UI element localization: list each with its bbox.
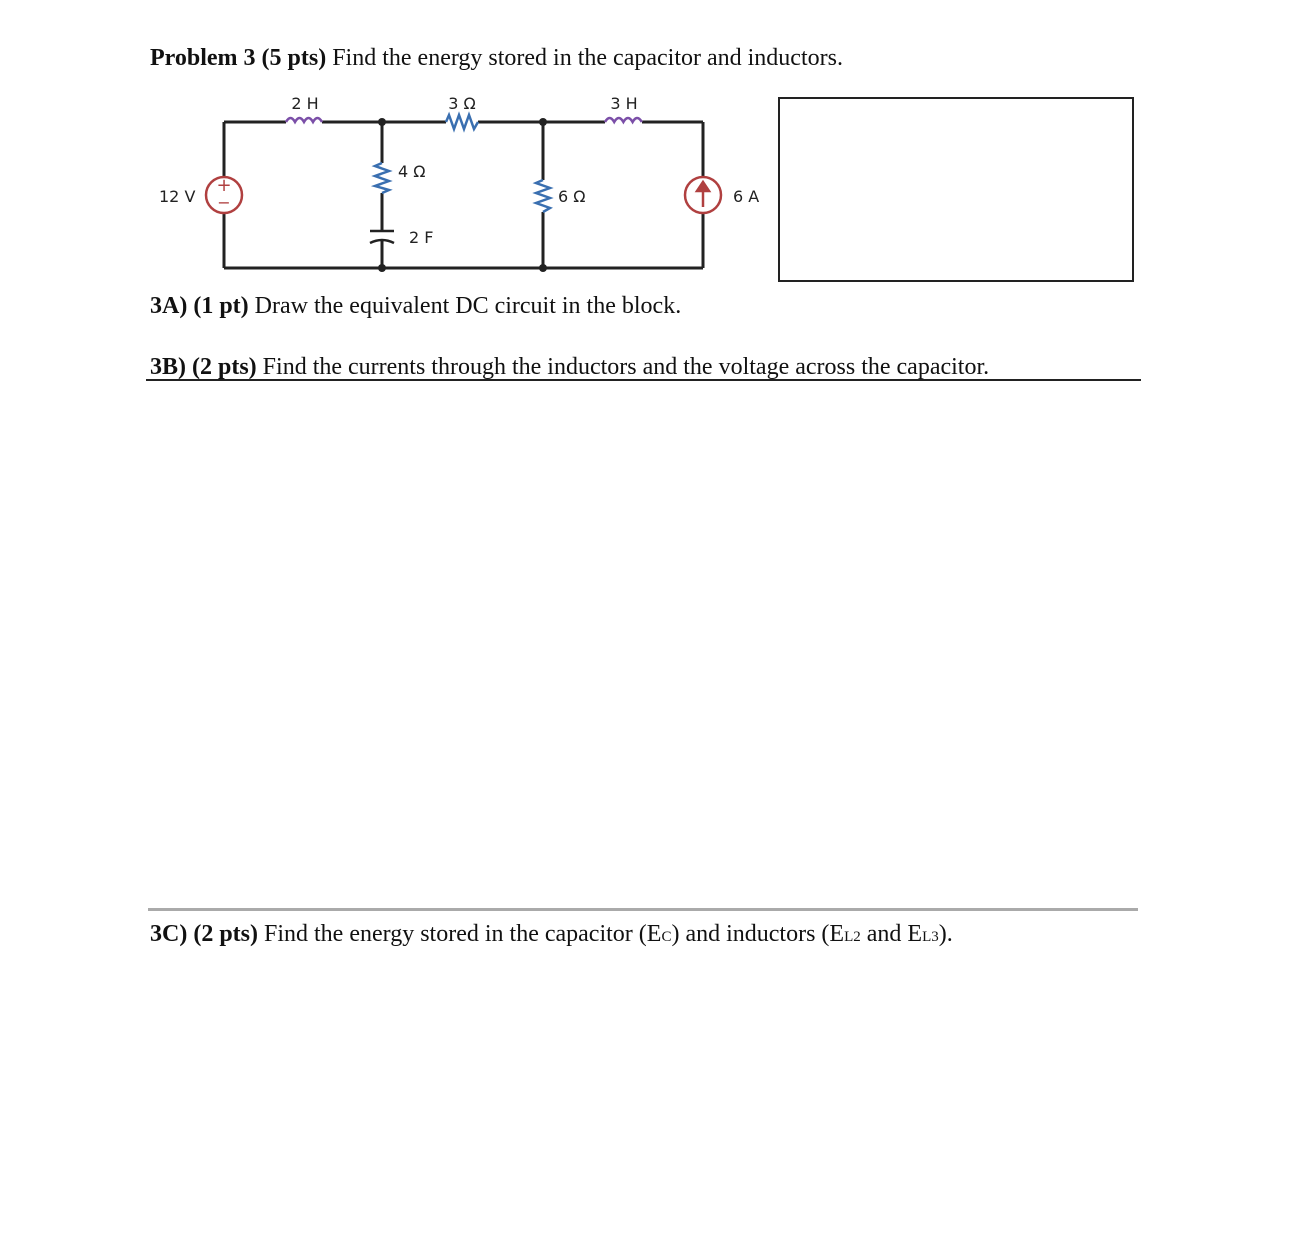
inductor-2h-symbol: [286, 118, 322, 122]
question-3a-text: Draw the equivalent DC circuit in the block.: [248, 293, 682, 319]
circuit-wires: [224, 122, 703, 268]
divider-line: [146, 379, 1141, 381]
voltage-source-label: 12 V: [159, 187, 196, 206]
question-3c-text-2: ) and inductors (E: [671, 921, 845, 947]
question-3c-subscript-l3: L3: [922, 929, 939, 945]
voltage-source-minus: −: [217, 193, 231, 212]
resistor-4ohm-symbol: [375, 163, 389, 193]
resistor-3ohm-symbol: [446, 115, 478, 129]
problem-title-text: Find the energy stored in the capacitor and inductors.: [326, 45, 843, 71]
question-3b-text: Find the currents through the inductors and the voltage across the capacitor.: [256, 354, 990, 380]
question-3c: [150, 920, 953, 951]
voltage-source-plus: +: [216, 175, 232, 196]
answer-block: [778, 97, 1134, 282]
question-3b-bold: 3B) (2 pts): [150, 354, 257, 380]
question-3a-bold: 3A) (1 pt): [150, 293, 249, 319]
question-3a: [150, 292, 681, 320]
resistor-6ohm-symbol: [536, 180, 550, 212]
junction-node: [378, 264, 386, 272]
question-3c-text-3: and E: [860, 921, 923, 947]
question-3c-subscript-c: C: [661, 929, 672, 945]
inductor-2h-label: 2 H: [291, 94, 319, 113]
capacitor-2f-symbol: [370, 231, 394, 243]
question-3c-subscript-l2: L2: [844, 929, 861, 945]
question-3b: [150, 353, 989, 381]
capacitor-2f-label: 2 F: [409, 228, 434, 247]
problem-title-bold: Problem 3 (5 pts): [150, 45, 327, 71]
inductor-3h-label: 3 H: [610, 94, 638, 113]
question-3c-text-1: Find the energy stored in the capacitor (E: [258, 921, 662, 947]
current-source-label: 6 A: [733, 187, 760, 206]
question-3c-text-4: ).: [938, 921, 953, 947]
resistor-3ohm-label: 3 Ω: [448, 94, 476, 113]
inductor-3h-symbol: [605, 118, 642, 122]
resistor-4ohm-label: 4 Ω: [398, 162, 426, 181]
question-3c-bold: 3C) (2 pts): [150, 921, 258, 947]
divider-line: [148, 908, 1138, 911]
problem-title: [150, 44, 843, 72]
resistor-6ohm-label: 6 Ω: [558, 187, 586, 206]
junction-node: [378, 118, 386, 126]
junction-node: [539, 264, 547, 272]
circuit-diagram: [150, 85, 770, 285]
junction-node: [539, 118, 547, 126]
